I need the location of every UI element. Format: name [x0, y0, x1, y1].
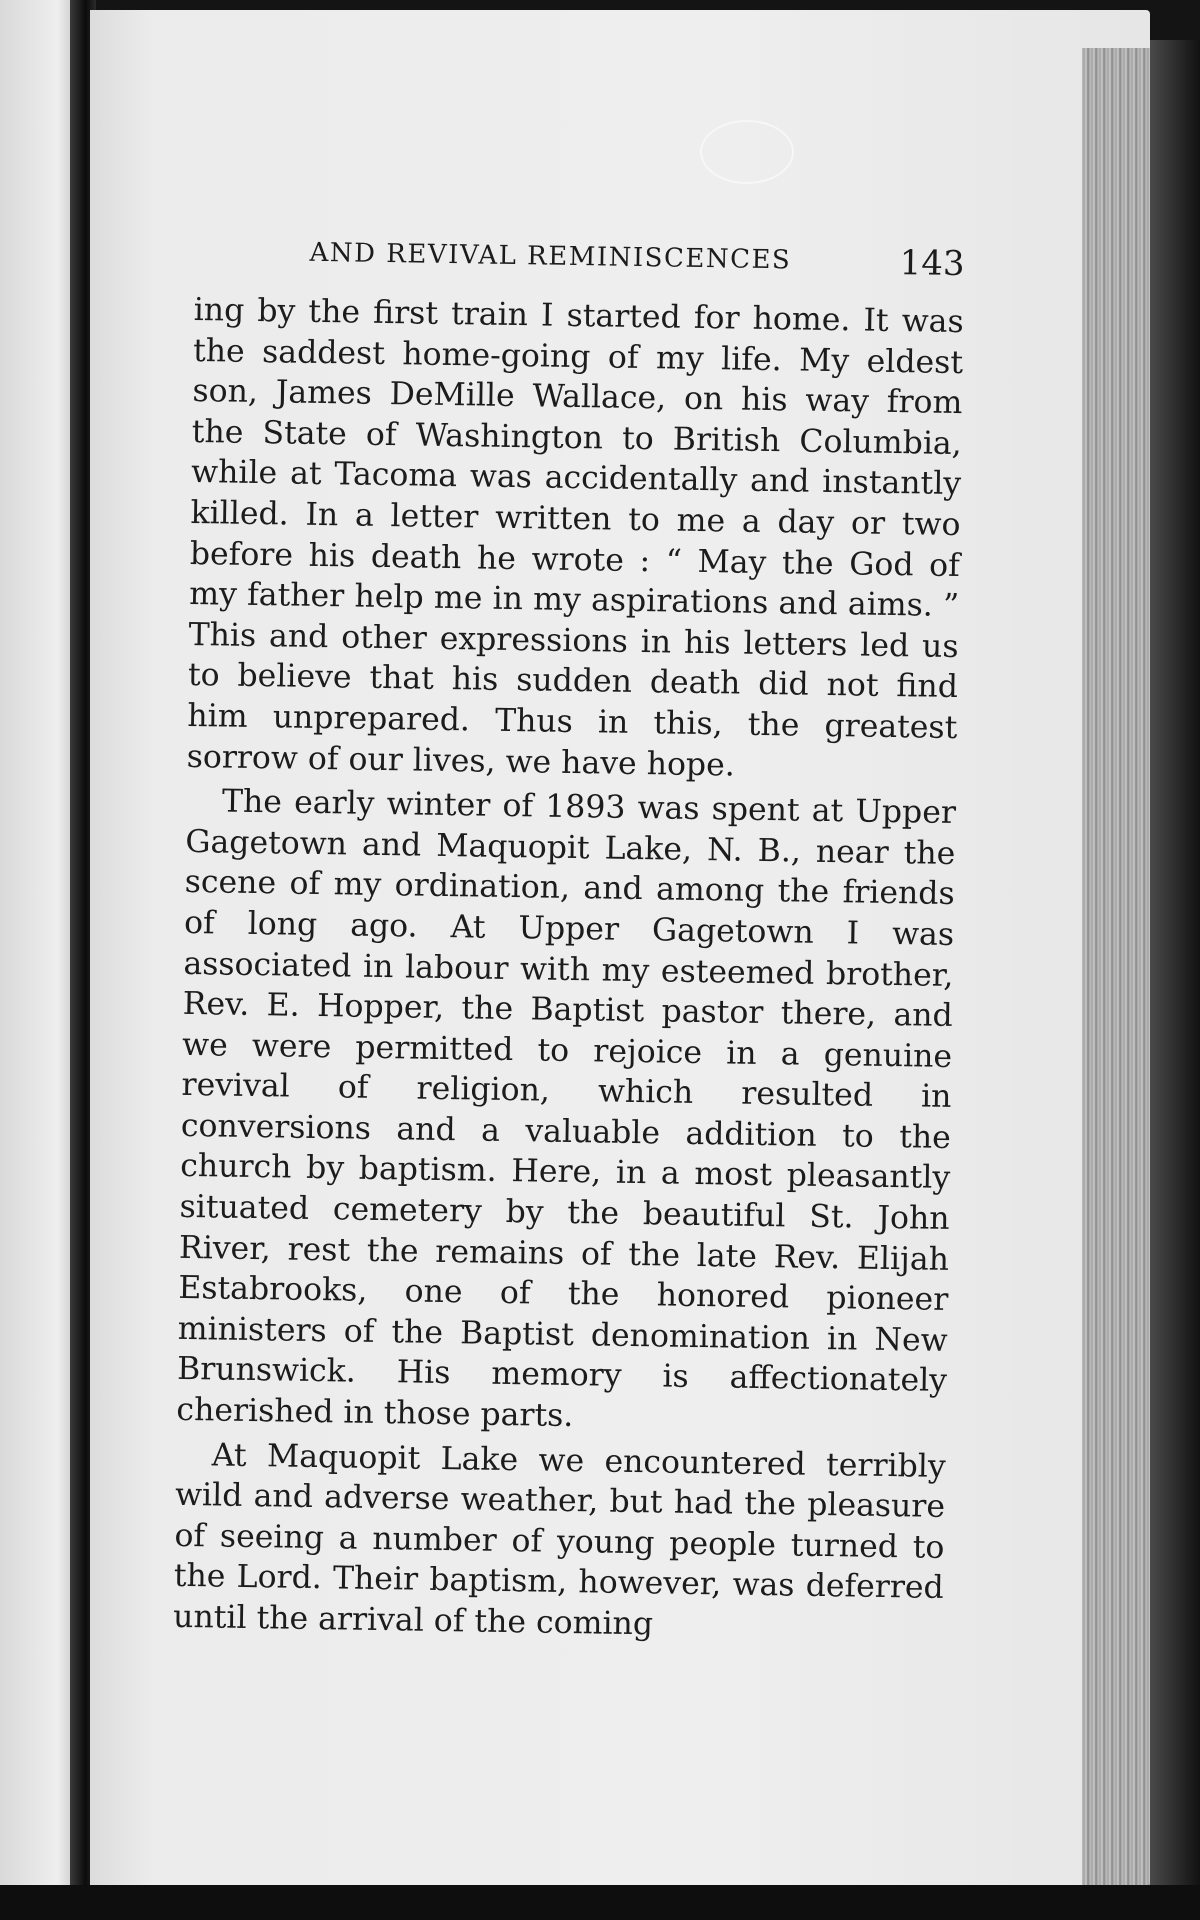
page-number: 143 — [899, 243, 965, 285]
paragraph: At Maquopit Lake we encountered terribly wild and adverse weather, but had the pleasure of seeing a number of young people turned to the Lord. Their baptism, however, was deferred until the arrival of the coming — [172, 1437, 946, 1643]
bottom-shadow — [0, 1885, 1200, 1920]
running-title: AND REVIVAL REMINISCENCES — [309, 237, 792, 276]
paragraph: The early winter of 1893 was spent at Upper Gagetown and Maquopit Lake, N. B., near the scene of my ordination, and among the friends of long ago. At Upper Gagetown I was associated in labour with my esteemed brother, Rev. E. Hopper, the Baptist pastor there, and we were permitted to rejoice in a genuine revival of religion, which resulted in conversions and a valuable addition to the church by baptism. Here, in a most pleasantly situated cemetery by the beautiful St. John River, rest the remains of the late Rev. Elijah Estabrooks, one of the honored pioneer ministers of the Baptist denomination in New Brunswick. His memory is affectionately cherished in those parts. — [176, 783, 957, 1435]
running-head — [194, 230, 965, 302]
paragraph: ing by the first train I started for home. It was the saddest home-going of my life. My eldest son, James DeMille Wallace, on his way from the State of Washington to British Columbia, while at Tacoma was accidentally and instantly killed. In a letter written to me a day or two before his death he wrote : “ May the God of my father help me in my aspirations and aims. ” This and other expressions in his letters led us to believe that his sudden death did not find him unprepared. Thus in this, the greatest sorrow of our lives, we have hope. — [186, 291, 964, 784]
page-smudge — [700, 120, 794, 184]
book-edge-shadow — [1150, 40, 1200, 1920]
page-text-block — [173, 230, 965, 1650]
